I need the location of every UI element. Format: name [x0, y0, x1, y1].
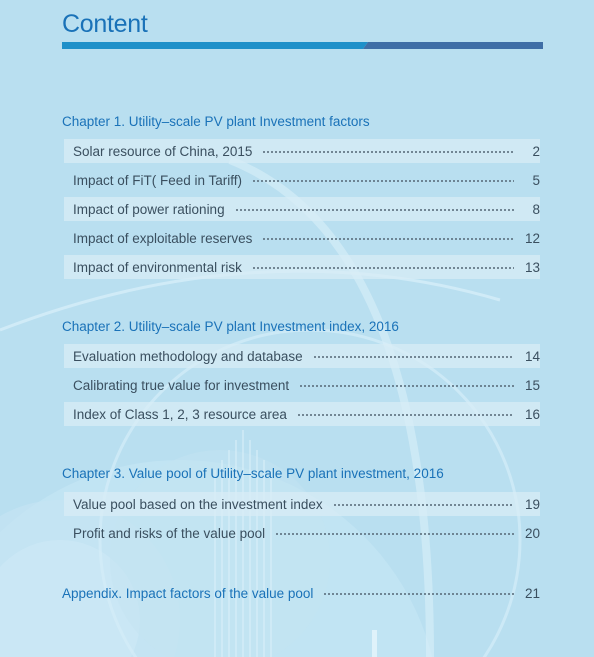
toc-entry[interactable] — [64, 344, 540, 368]
toc-entry-title: Evaluation methodology and database — [73, 348, 303, 364]
chapter-1-heading: Chapter 1. Utility–scale PV plant Investment factors — [62, 114, 370, 129]
toc-entry[interactable] — [64, 139, 540, 163]
toc-entry-title: Value pool based on the investment index — [73, 496, 323, 512]
chapter-2-heading: Chapter 2. Utility–scale PV plant Investment index, 2016 — [62, 319, 399, 334]
page-title: Content — [62, 10, 148, 38]
toc-entry-page: 12 — [524, 230, 540, 246]
toc-entry[interactable] — [64, 492, 540, 516]
toc-entry-page: 19 — [524, 496, 540, 512]
toc-entry-page: 5 — [532, 172, 540, 188]
appendix-page: 21 — [524, 585, 540, 601]
dotted-leader — [297, 414, 514, 416]
appendix-entry[interactable] — [62, 581, 540, 605]
dotted-leader — [323, 593, 514, 595]
toc-entry[interactable] — [64, 373, 540, 397]
toc-entry-page: 15 — [524, 377, 540, 393]
dotted-leader — [252, 267, 514, 269]
toc-entry-title: Impact of exploitable reserves — [73, 230, 253, 246]
toc-entry[interactable] — [64, 521, 540, 545]
title-underline — [62, 42, 543, 49]
chapter-3-heading: Chapter 3. Value pool of Utility–scale PV plant investment, 2016 — [62, 466, 444, 481]
dotted-leader — [235, 209, 514, 211]
toc-entry-title: Solar resource of China, 2015 — [73, 143, 253, 159]
toc-entry-page: 2 — [532, 143, 540, 159]
toc-entry[interactable] — [64, 255, 540, 279]
toc-entry-page: 16 — [524, 406, 540, 422]
toc-entry-title: Impact of environmental risk — [73, 259, 242, 275]
toc-entry[interactable] — [64, 402, 540, 426]
toc-entry-title: Calibrating true value for investment — [73, 377, 290, 393]
toc-entry-page: 8 — [532, 201, 540, 217]
toc-entry-page: 20 — [524, 525, 540, 541]
toc-entry[interactable] — [64, 168, 540, 192]
dotted-leader — [262, 151, 514, 153]
toc-entry[interactable] — [64, 197, 540, 221]
dotted-leader — [262, 238, 514, 240]
appendix-title: Appendix. Impact factors of the value pool — [62, 585, 314, 601]
toc-entry[interactable] — [64, 226, 540, 250]
dotted-leader — [275, 533, 514, 535]
dotted-leader — [313, 356, 514, 358]
toc-entry-title: Profit and risks of the value pool — [73, 525, 266, 541]
toc-entry-title: Index of Class 1, 2, 3 resource area — [73, 406, 287, 422]
toc-entry-page: 13 — [524, 259, 540, 275]
toc-entry-page: 14 — [524, 348, 540, 364]
dotted-leader — [252, 180, 514, 182]
toc-entry-title: Impact of power rationing — [73, 201, 225, 217]
dotted-leader — [299, 385, 514, 387]
toc-entry-title: Impact of FiT( Feed in Tariff) — [73, 172, 243, 188]
dotted-leader — [333, 504, 514, 506]
